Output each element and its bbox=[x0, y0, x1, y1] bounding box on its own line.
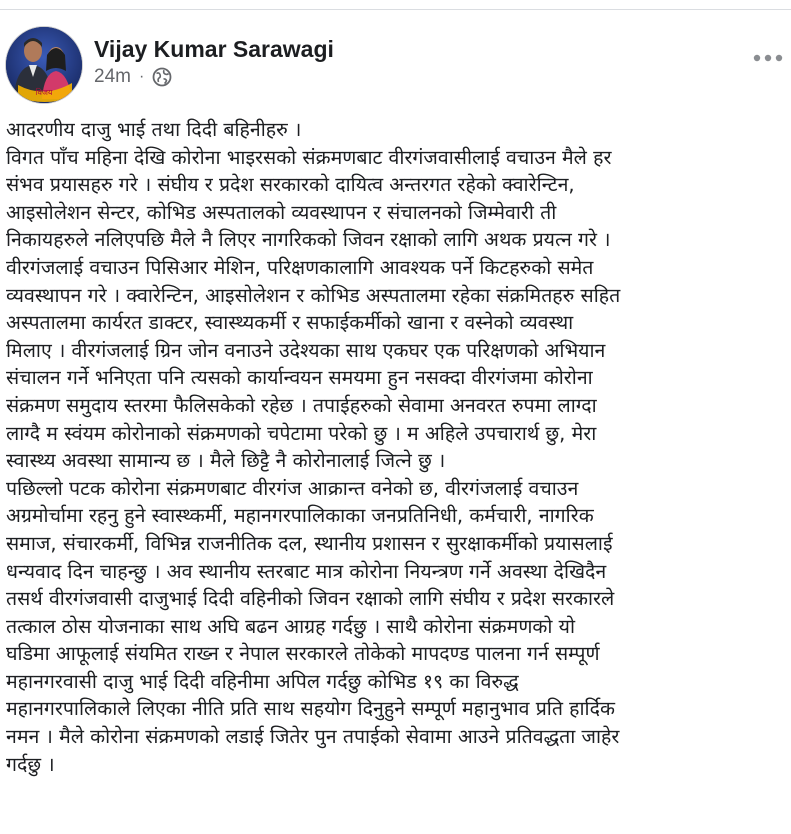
post-text-line: स्वास्थ्य अवस्था सामान्य छ । मैले छिट्टै नै कोरोनालाई जित्ने छु । bbox=[6, 449, 446, 473]
post-body bbox=[6, 116, 788, 778]
post-text-line: अग्रमोर्चामा रहनु हुने स्वास्थ्कर्मी, महानगरपालिकाका जनप्रतिनिधी, कर्मचारी, नागरिक bbox=[6, 504, 594, 528]
post-text-line: तसर्थ वीरगंजवासी दाजुभाई दिदी वहिनीको जिवन रक्षाको लागि संघीय र प्रदेश सरकारले bbox=[6, 587, 615, 611]
more-options-icon bbox=[752, 53, 784, 63]
post-text-line: घडिमा आफूलाई संयमित राख्न र नेपाल सरकारले तोकेको मापदण्ड पालना गर्न सम्पूर्ण bbox=[6, 642, 600, 666]
globe-icon[interactable] bbox=[152, 67, 172, 87]
avatar-image bbox=[6, 27, 82, 103]
post-meta bbox=[94, 66, 172, 88]
post-text-line: व्यवस्थापन गरे । क्वारेन्टिन, आइसोलेशन र कोभिड अस्पतालमा रहेका संक्रमितहरु सहित bbox=[6, 283, 621, 307]
author-avatar[interactable] bbox=[5, 26, 83, 104]
post-text-line: तत्काल ठोस योजनाका साथ अघि बढन आग्रह गर्दछु । साथै कोरोना संक्रमणको यो bbox=[6, 614, 575, 638]
post-text-line: संक्रमण समुदाय स्तरमा फैलिसकेको रहेछ । तपाईहरुको सेवामा अनवरत रुपमा लाग्दा bbox=[6, 393, 597, 417]
post-text-line: गर्दछु । bbox=[6, 752, 55, 776]
post-text-line: विगत पाँच महिना देखि कोरोना भाइरसको संक्रमणबाट वीरगंजवासीलाई वचाउन मैले हर bbox=[6, 145, 612, 169]
post-text-line: मिलाए । वीरगंजलाई ग्रिन जोन वनाउने उदेश्यका साथ एकघर एक परिक्षणको अभियान bbox=[6, 338, 606, 362]
post-header bbox=[0, 10, 791, 110]
post-text-line: पछिल्लो पटक कोरोना संक्रमणबाट वीरगंज आक्रान्त वनेको छ, वीरगंजलाई वचाउन bbox=[6, 476, 579, 500]
post-time[interactable]: 24m bbox=[94, 66, 131, 87]
post-text-line: वीरगंजलाई वचाउन पिसिआर मेशिन, परिक्षणकालागि आवश्यक पर्ने किटहरुको समेत bbox=[6, 255, 594, 279]
post-text-line: संचालन गर्ने भनिएता पनि त्यसको कार्यान्वयन समयमा हुन नसक्दा वीरगंजमा कोरोना bbox=[6, 366, 593, 390]
more-options-button[interactable] bbox=[748, 44, 788, 72]
post-text-line: नमन । मैले कोरोना संक्रमणको लडाई जितेर पुन तपाईको सेवामा आउने प्रतिवद्धता जाहेर bbox=[6, 725, 620, 749]
post-text-line: लाग्दै म स्वंयम कोरोनाको संक्रमणको चपेटामा परेको छु । म अहिले उपचारार्थ छु, मेरा bbox=[6, 421, 597, 445]
post-text-line: समाज, संचारकर्मी, विभिन्न राजनीतिक दल, स्थानीय प्रशासन र सुरक्षाकर्मीको प्रयासलाई bbox=[6, 531, 613, 555]
meta-separator: · bbox=[138, 68, 145, 85]
post-text-line: महानगरपालिकाले लिएका नीति प्रति साथ सहयोग दिनुहुने सम्पूर्ण महानुभाव प्रति हार्दिक bbox=[6, 697, 615, 721]
top-divider bbox=[0, 0, 791, 10]
post-text-line: आइसोलेशन सेन्टर, कोभिड अस्पतालको व्यवस्थापन र संचालनको जिम्मेवारी ती bbox=[6, 200, 557, 224]
post-text-line: धन्यवाद दिन चाहन्छु । अव स्थानीय स्तरबाट मात्र कोरोना नियन्त्रण गर्ने अवस्था देखिदैन bbox=[6, 559, 607, 583]
post-text-line: संभव प्रयासहरु गरे । संघीय र प्रदेश सरकारको दायित्व अन्तरगत रहेको क्वारेन्टिन, bbox=[6, 173, 575, 197]
post-text-line: आदरणीय दाजु भाई तथा दिदी बहिनीहरु । bbox=[6, 118, 302, 141]
author-name[interactable]: Vijay Kumar Sarawagi bbox=[94, 36, 334, 62]
post-text-line: निकायहरुले नलिएपछि मैले नै लिएर नागरिकको जिवन रक्षाको लागि अथक प्रयत्न गरे । bbox=[6, 228, 611, 252]
post-text-line: अस्पतालमा कार्यरत डाक्टर, स्वास्थ्यकर्मी र सफाईकर्मीको खाना र वस्नेको व्यवस्था bbox=[6, 311, 574, 335]
svg-text:विजय: विजय bbox=[35, 88, 53, 97]
post-text-line: महानगरवासी दाजु भाई दिदी वहिनीमा अपिल गर्दछु कोभिड १९ का विरुद्ध bbox=[6, 669, 519, 693]
